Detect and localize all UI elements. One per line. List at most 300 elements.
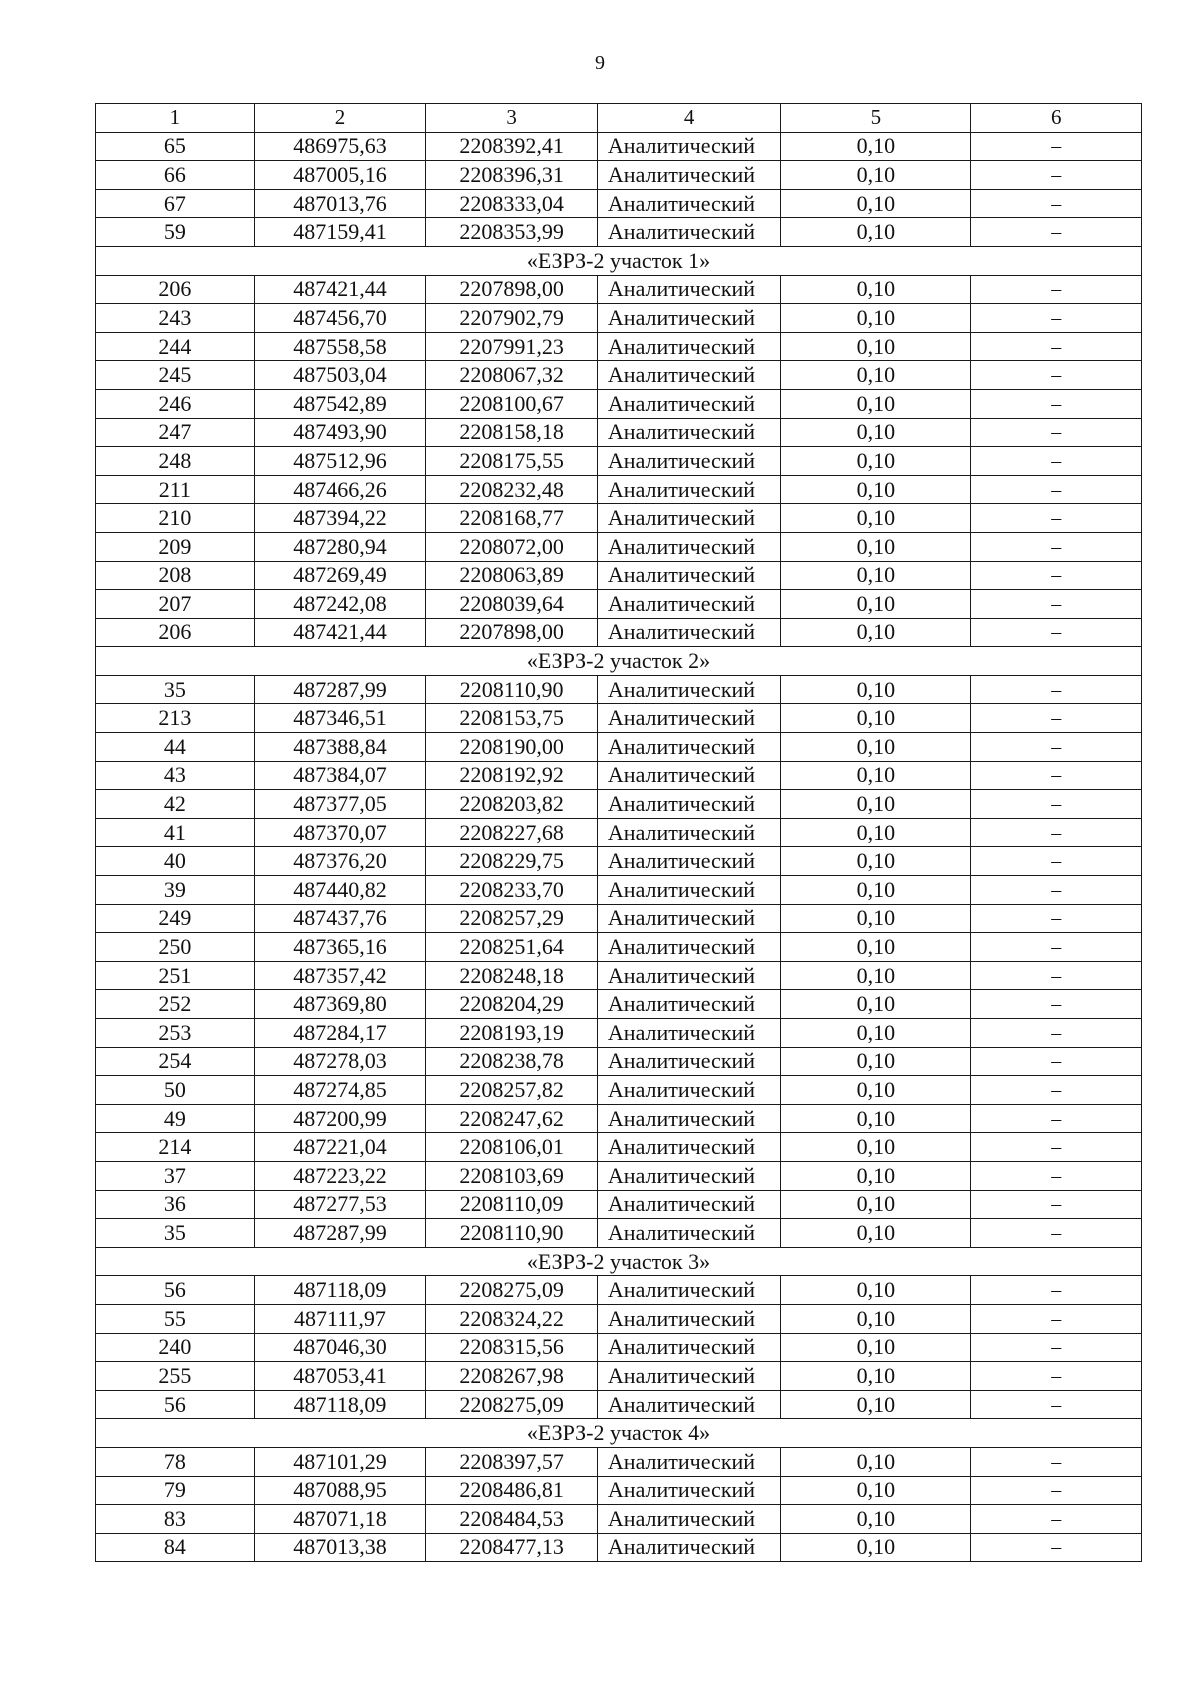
y-coordinate-cell: 2208153,75 bbox=[426, 704, 598, 733]
coordinates-table bbox=[95, 103, 1142, 1562]
point-number-cell: 245 bbox=[96, 361, 255, 390]
x-coordinate-cell: 487053,41 bbox=[254, 1362, 426, 1391]
note-cell: – bbox=[971, 332, 1142, 361]
y-coordinate-cell: 2208039,64 bbox=[426, 590, 598, 619]
method-cell: Аналитический bbox=[597, 504, 781, 533]
accuracy-cell: 0,10 bbox=[781, 1505, 971, 1534]
table-row bbox=[96, 361, 1142, 390]
y-coordinate-cell: 2208106,01 bbox=[426, 1133, 598, 1162]
note-cell: – bbox=[971, 1276, 1142, 1305]
method-cell: Аналитический bbox=[597, 1161, 781, 1190]
y-coordinate-cell: 2208251,64 bbox=[426, 933, 598, 962]
note-cell: – bbox=[971, 1533, 1142, 1562]
method-cell: Аналитический bbox=[597, 1447, 781, 1476]
table-row bbox=[96, 818, 1142, 847]
table-row bbox=[96, 1219, 1142, 1248]
accuracy-cell: 0,10 bbox=[781, 1161, 971, 1190]
point-number-cell: 247 bbox=[96, 418, 255, 447]
note-cell: – bbox=[971, 704, 1142, 733]
point-number-cell: 56 bbox=[96, 1276, 255, 1305]
y-coordinate-cell: 2208353,99 bbox=[426, 218, 598, 247]
x-coordinate-cell: 487493,90 bbox=[254, 418, 426, 447]
note-cell: – bbox=[971, 1390, 1142, 1419]
x-coordinate-cell: 487369,80 bbox=[254, 990, 426, 1019]
note-cell: – bbox=[971, 1104, 1142, 1133]
x-coordinate-cell: 487377,05 bbox=[254, 790, 426, 819]
method-cell: Аналитический bbox=[597, 361, 781, 390]
accuracy-cell: 0,10 bbox=[781, 504, 971, 533]
point-number-cell: 208 bbox=[96, 561, 255, 590]
y-coordinate-cell: 2208267,98 bbox=[426, 1362, 598, 1391]
point-number-cell: 210 bbox=[96, 504, 255, 533]
method-cell: Аналитический bbox=[597, 990, 781, 1019]
note-cell: – bbox=[971, 790, 1142, 819]
y-coordinate-cell: 2208232,48 bbox=[426, 475, 598, 504]
point-number-cell: 83 bbox=[96, 1505, 255, 1534]
note-cell: – bbox=[971, 733, 1142, 762]
x-coordinate-cell: 487503,04 bbox=[254, 361, 426, 390]
note-cell: – bbox=[971, 961, 1142, 990]
method-cell: Аналитический bbox=[597, 618, 781, 647]
point-number-cell: 79 bbox=[96, 1476, 255, 1505]
x-coordinate-cell: 487071,18 bbox=[254, 1505, 426, 1534]
x-coordinate-cell: 487284,17 bbox=[254, 1019, 426, 1048]
method-cell: Аналитический bbox=[597, 1276, 781, 1305]
point-number-cell: 207 bbox=[96, 590, 255, 619]
table-row bbox=[96, 1161, 1142, 1190]
x-coordinate-cell: 487394,22 bbox=[254, 504, 426, 533]
note-cell: – bbox=[971, 1476, 1142, 1505]
y-coordinate-cell: 2207898,00 bbox=[426, 275, 598, 304]
table-row bbox=[96, 418, 1142, 447]
method-cell: Аналитический bbox=[597, 218, 781, 247]
x-coordinate-cell: 487013,38 bbox=[254, 1533, 426, 1562]
y-coordinate-cell: 2208392,41 bbox=[426, 132, 598, 161]
x-coordinate-cell: 487088,95 bbox=[254, 1476, 426, 1505]
x-coordinate-cell: 487118,09 bbox=[254, 1276, 426, 1305]
note-cell: – bbox=[971, 1333, 1142, 1362]
y-coordinate-cell: 2207898,00 bbox=[426, 618, 598, 647]
table-row bbox=[96, 990, 1142, 1019]
y-coordinate-cell: 2208229,75 bbox=[426, 847, 598, 876]
note-cell: – bbox=[971, 1219, 1142, 1248]
point-number-cell: 43 bbox=[96, 761, 255, 790]
note-cell: – bbox=[971, 218, 1142, 247]
x-coordinate-cell: 487200,99 bbox=[254, 1104, 426, 1133]
y-coordinate-cell: 2208257,29 bbox=[426, 904, 598, 933]
table-row bbox=[96, 132, 1142, 161]
point-number-cell: 250 bbox=[96, 933, 255, 962]
method-cell: Аналитический bbox=[597, 1047, 781, 1076]
point-number-cell: 56 bbox=[96, 1390, 255, 1419]
point-number-cell: 40 bbox=[96, 847, 255, 876]
note-cell: – bbox=[971, 1019, 1142, 1048]
accuracy-cell: 0,10 bbox=[781, 418, 971, 447]
point-number-cell: 41 bbox=[96, 818, 255, 847]
y-coordinate-cell: 2207902,79 bbox=[426, 304, 598, 333]
note-cell: – bbox=[971, 818, 1142, 847]
accuracy-cell: 0,10 bbox=[781, 1476, 971, 1505]
note-cell: – bbox=[971, 132, 1142, 161]
table-row bbox=[96, 561, 1142, 590]
point-number-cell: 206 bbox=[96, 275, 255, 304]
table-row bbox=[96, 961, 1142, 990]
note-cell: – bbox=[971, 189, 1142, 218]
table-row bbox=[96, 1076, 1142, 1105]
table-row bbox=[96, 189, 1142, 218]
accuracy-cell: 0,10 bbox=[781, 1447, 971, 1476]
method-cell: Аналитический bbox=[597, 1104, 781, 1133]
table-row bbox=[96, 1447, 1142, 1476]
note-cell: – bbox=[971, 1304, 1142, 1333]
table-row bbox=[96, 1362, 1142, 1391]
accuracy-cell: 0,10 bbox=[781, 1076, 971, 1105]
x-coordinate-cell: 487287,99 bbox=[254, 675, 426, 704]
note-cell: – bbox=[971, 761, 1142, 790]
x-coordinate-cell: 487437,76 bbox=[254, 904, 426, 933]
table-row bbox=[96, 590, 1142, 619]
note-cell: – bbox=[971, 1505, 1142, 1534]
method-cell: Аналитический bbox=[597, 1362, 781, 1391]
point-number-cell: 246 bbox=[96, 389, 255, 418]
method-cell: Аналитический bbox=[597, 1390, 781, 1419]
note-cell: – bbox=[971, 361, 1142, 390]
table-body bbox=[96, 132, 1142, 1562]
method-cell: Аналитический bbox=[597, 1505, 781, 1534]
method-cell: Аналитический bbox=[597, 1019, 781, 1048]
header-cell: 6 bbox=[971, 104, 1142, 133]
table-row bbox=[96, 847, 1142, 876]
accuracy-cell: 0,10 bbox=[781, 590, 971, 619]
note-cell: – bbox=[971, 389, 1142, 418]
point-number-cell: 67 bbox=[96, 189, 255, 218]
accuracy-cell: 0,10 bbox=[781, 618, 971, 647]
y-coordinate-cell: 2208100,67 bbox=[426, 389, 598, 418]
x-coordinate-cell: 487111,97 bbox=[254, 1304, 426, 1333]
accuracy-cell: 0,10 bbox=[781, 275, 971, 304]
y-coordinate-cell: 2208158,18 bbox=[426, 418, 598, 447]
section-title: «ЕЗРЗ-2 участок 4» bbox=[96, 1419, 1142, 1448]
method-cell: Аналитический bbox=[597, 475, 781, 504]
accuracy-cell: 0,10 bbox=[781, 961, 971, 990]
x-coordinate-cell: 487278,03 bbox=[254, 1047, 426, 1076]
accuracy-cell: 0,10 bbox=[781, 1362, 971, 1391]
table-row bbox=[96, 504, 1142, 533]
y-coordinate-cell: 2208227,68 bbox=[426, 818, 598, 847]
method-cell: Аналитический bbox=[597, 304, 781, 333]
y-coordinate-cell: 2208484,53 bbox=[426, 1505, 598, 1534]
point-number-cell: 65 bbox=[96, 132, 255, 161]
table-row bbox=[96, 304, 1142, 333]
accuracy-cell: 0,10 bbox=[781, 447, 971, 476]
accuracy-cell: 0,10 bbox=[781, 189, 971, 218]
y-coordinate-cell: 2208168,77 bbox=[426, 504, 598, 533]
x-coordinate-cell: 487466,26 bbox=[254, 475, 426, 504]
point-number-cell: 39 bbox=[96, 876, 255, 905]
y-coordinate-cell: 2208396,31 bbox=[426, 161, 598, 190]
note-cell: – bbox=[971, 561, 1142, 590]
note-cell: – bbox=[971, 990, 1142, 1019]
y-coordinate-cell: 2208192,92 bbox=[426, 761, 598, 790]
header-cell: 4 bbox=[597, 104, 781, 133]
table-row bbox=[96, 904, 1142, 933]
header-cell: 3 bbox=[426, 104, 598, 133]
method-cell: Аналитический bbox=[597, 1219, 781, 1248]
table-row bbox=[96, 532, 1142, 561]
section-row bbox=[96, 1419, 1142, 1448]
point-number-cell: 44 bbox=[96, 733, 255, 762]
x-coordinate-cell: 487370,07 bbox=[254, 818, 426, 847]
note-cell: – bbox=[971, 618, 1142, 647]
table-row bbox=[96, 332, 1142, 361]
x-coordinate-cell: 487005,16 bbox=[254, 161, 426, 190]
method-cell: Аналитический bbox=[597, 933, 781, 962]
note-cell: – bbox=[971, 475, 1142, 504]
table-row bbox=[96, 790, 1142, 819]
y-coordinate-cell: 2208333,04 bbox=[426, 189, 598, 218]
section-row bbox=[96, 647, 1142, 676]
point-number-cell: 252 bbox=[96, 990, 255, 1019]
table-row bbox=[96, 1133, 1142, 1162]
note-cell: – bbox=[971, 590, 1142, 619]
note-cell: – bbox=[971, 447, 1142, 476]
accuracy-cell: 0,10 bbox=[781, 361, 971, 390]
x-coordinate-cell: 487384,07 bbox=[254, 761, 426, 790]
point-number-cell: 253 bbox=[96, 1019, 255, 1048]
point-number-cell: 249 bbox=[96, 904, 255, 933]
table-row bbox=[96, 1276, 1142, 1305]
accuracy-cell: 0,10 bbox=[781, 1304, 971, 1333]
point-number-cell: 206 bbox=[96, 618, 255, 647]
note-cell: – bbox=[971, 1362, 1142, 1391]
table-row bbox=[96, 447, 1142, 476]
accuracy-cell: 0,10 bbox=[781, 304, 971, 333]
x-coordinate-cell: 487346,51 bbox=[254, 704, 426, 733]
method-cell: Аналитический bbox=[597, 876, 781, 905]
accuracy-cell: 0,10 bbox=[781, 1276, 971, 1305]
y-coordinate-cell: 2208486,81 bbox=[426, 1476, 598, 1505]
method-cell: Аналитический bbox=[597, 961, 781, 990]
accuracy-cell: 0,10 bbox=[781, 933, 971, 962]
note-cell: – bbox=[971, 876, 1142, 905]
method-cell: Аналитический bbox=[597, 790, 781, 819]
accuracy-cell: 0,10 bbox=[781, 389, 971, 418]
page-number: 9 bbox=[595, 52, 605, 74]
table-row bbox=[96, 675, 1142, 704]
accuracy-cell: 0,10 bbox=[781, 761, 971, 790]
point-number-cell: 244 bbox=[96, 332, 255, 361]
y-coordinate-cell: 2208238,78 bbox=[426, 1047, 598, 1076]
x-coordinate-cell: 487456,70 bbox=[254, 304, 426, 333]
header-row bbox=[96, 104, 1142, 133]
accuracy-cell: 0,10 bbox=[781, 475, 971, 504]
method-cell: Аналитический bbox=[597, 1076, 781, 1105]
method-cell: Аналитический bbox=[597, 904, 781, 933]
method-cell: Аналитический bbox=[597, 675, 781, 704]
table-row bbox=[96, 1190, 1142, 1219]
table-row bbox=[96, 218, 1142, 247]
x-coordinate-cell: 487421,44 bbox=[254, 275, 426, 304]
y-coordinate-cell: 2208067,32 bbox=[426, 361, 598, 390]
table-row bbox=[96, 275, 1142, 304]
y-coordinate-cell: 2208063,89 bbox=[426, 561, 598, 590]
point-number-cell: 248 bbox=[96, 447, 255, 476]
method-cell: Аналитический bbox=[597, 561, 781, 590]
table-row bbox=[96, 1333, 1142, 1362]
method-cell: Аналитический bbox=[597, 1304, 781, 1333]
note-cell: – bbox=[971, 504, 1142, 533]
point-number-cell: 209 bbox=[96, 532, 255, 561]
x-coordinate-cell: 487223,22 bbox=[254, 1161, 426, 1190]
method-cell: Аналитический bbox=[597, 389, 781, 418]
section-title: «ЕЗРЗ-2 участок 3» bbox=[96, 1247, 1142, 1276]
point-number-cell: 84 bbox=[96, 1533, 255, 1562]
section-title: «ЕЗРЗ-2 участок 1» bbox=[96, 246, 1142, 275]
x-coordinate-cell: 487269,49 bbox=[254, 561, 426, 590]
point-number-cell: 78 bbox=[96, 1447, 255, 1476]
accuracy-cell: 0,10 bbox=[781, 161, 971, 190]
x-coordinate-cell: 487046,30 bbox=[254, 1333, 426, 1362]
method-cell: Аналитический bbox=[597, 590, 781, 619]
note-cell: – bbox=[971, 1447, 1142, 1476]
accuracy-cell: 0,10 bbox=[781, 1533, 971, 1562]
table-row bbox=[96, 761, 1142, 790]
x-coordinate-cell: 487280,94 bbox=[254, 532, 426, 561]
x-coordinate-cell: 487376,20 bbox=[254, 847, 426, 876]
x-coordinate-cell: 487542,89 bbox=[254, 389, 426, 418]
table-row bbox=[96, 161, 1142, 190]
point-number-cell: 211 bbox=[96, 475, 255, 504]
accuracy-cell: 0,10 bbox=[781, 990, 971, 1019]
accuracy-cell: 0,10 bbox=[781, 218, 971, 247]
method-cell: Аналитический bbox=[597, 818, 781, 847]
y-coordinate-cell: 2208203,82 bbox=[426, 790, 598, 819]
y-coordinate-cell: 2208257,82 bbox=[426, 1076, 598, 1105]
accuracy-cell: 0,10 bbox=[781, 332, 971, 361]
accuracy-cell: 0,10 bbox=[781, 132, 971, 161]
x-coordinate-cell: 487277,53 bbox=[254, 1190, 426, 1219]
point-number-cell: 214 bbox=[96, 1133, 255, 1162]
method-cell: Аналитический bbox=[597, 447, 781, 476]
point-number-cell: 213 bbox=[96, 704, 255, 733]
x-coordinate-cell: 487287,99 bbox=[254, 1219, 426, 1248]
note-cell: – bbox=[971, 933, 1142, 962]
x-coordinate-cell: 487421,44 bbox=[254, 618, 426, 647]
y-coordinate-cell: 2208110,90 bbox=[426, 675, 598, 704]
section-title: «ЕЗРЗ-2 участок 2» bbox=[96, 647, 1142, 676]
y-coordinate-cell: 2208193,19 bbox=[426, 1019, 598, 1048]
method-cell: Аналитический bbox=[597, 189, 781, 218]
table-row bbox=[96, 1047, 1142, 1076]
accuracy-cell: 0,10 bbox=[781, 1019, 971, 1048]
method-cell: Аналитический bbox=[597, 1190, 781, 1219]
y-coordinate-cell: 2208315,56 bbox=[426, 1333, 598, 1362]
method-cell: Аналитический bbox=[597, 733, 781, 762]
table-row bbox=[96, 933, 1142, 962]
note-cell: – bbox=[971, 904, 1142, 933]
note-cell: – bbox=[971, 275, 1142, 304]
accuracy-cell: 0,10 bbox=[781, 1219, 971, 1248]
point-number-cell: 50 bbox=[96, 1076, 255, 1105]
accuracy-cell: 0,10 bbox=[781, 1333, 971, 1362]
x-coordinate-cell: 487440,82 bbox=[254, 876, 426, 905]
point-number-cell: 35 bbox=[96, 1219, 255, 1248]
y-coordinate-cell: 2208204,29 bbox=[426, 990, 598, 1019]
method-cell: Аналитический bbox=[597, 332, 781, 361]
accuracy-cell: 0,10 bbox=[781, 904, 971, 933]
y-coordinate-cell: 2207991,23 bbox=[426, 332, 598, 361]
method-cell: Аналитический bbox=[597, 761, 781, 790]
note-cell: – bbox=[971, 1047, 1142, 1076]
table-row bbox=[96, 1533, 1142, 1562]
accuracy-cell: 0,10 bbox=[781, 733, 971, 762]
table-row bbox=[96, 876, 1142, 905]
table-row bbox=[96, 1104, 1142, 1133]
x-coordinate-cell: 487221,04 bbox=[254, 1133, 426, 1162]
accuracy-cell: 0,10 bbox=[781, 1104, 971, 1133]
table-row bbox=[96, 1304, 1142, 1333]
y-coordinate-cell: 2208275,09 bbox=[426, 1276, 598, 1305]
x-coordinate-cell: 487365,16 bbox=[254, 933, 426, 962]
header-cell: 5 bbox=[781, 104, 971, 133]
y-coordinate-cell: 2208110,90 bbox=[426, 1219, 598, 1248]
x-coordinate-cell: 487242,08 bbox=[254, 590, 426, 619]
accuracy-cell: 0,10 bbox=[781, 818, 971, 847]
note-cell: – bbox=[971, 161, 1142, 190]
method-cell: Аналитический bbox=[597, 418, 781, 447]
note-cell: – bbox=[971, 1076, 1142, 1105]
accuracy-cell: 0,10 bbox=[781, 675, 971, 704]
table-row bbox=[96, 1476, 1142, 1505]
method-cell: Аналитический bbox=[597, 532, 781, 561]
table-row bbox=[96, 618, 1142, 647]
point-number-cell: 35 bbox=[96, 675, 255, 704]
y-coordinate-cell: 2208072,00 bbox=[426, 532, 598, 561]
point-number-cell: 42 bbox=[96, 790, 255, 819]
x-coordinate-cell: 486975,63 bbox=[254, 132, 426, 161]
table-row bbox=[96, 1019, 1142, 1048]
accuracy-cell: 0,10 bbox=[781, 704, 971, 733]
method-cell: Аналитический bbox=[597, 1133, 781, 1162]
y-coordinate-cell: 2208233,70 bbox=[426, 876, 598, 905]
accuracy-cell: 0,10 bbox=[781, 876, 971, 905]
accuracy-cell: 0,10 bbox=[781, 1133, 971, 1162]
method-cell: Аналитический bbox=[597, 704, 781, 733]
y-coordinate-cell: 2208175,55 bbox=[426, 447, 598, 476]
accuracy-cell: 0,10 bbox=[781, 1047, 971, 1076]
accuracy-cell: 0,10 bbox=[781, 561, 971, 590]
point-number-cell: 55 bbox=[96, 1304, 255, 1333]
method-cell: Аналитический bbox=[597, 1333, 781, 1362]
table-row bbox=[96, 1390, 1142, 1419]
accuracy-cell: 0,10 bbox=[781, 847, 971, 876]
note-cell: – bbox=[971, 847, 1142, 876]
point-number-cell: 49 bbox=[96, 1104, 255, 1133]
x-coordinate-cell: 487388,84 bbox=[254, 733, 426, 762]
method-cell: Аналитический bbox=[597, 1533, 781, 1562]
accuracy-cell: 0,10 bbox=[781, 532, 971, 561]
x-coordinate-cell: 487118,09 bbox=[254, 1390, 426, 1419]
y-coordinate-cell: 2208248,18 bbox=[426, 961, 598, 990]
y-coordinate-cell: 2208103,69 bbox=[426, 1161, 598, 1190]
y-coordinate-cell: 2208190,00 bbox=[426, 733, 598, 762]
section-row bbox=[96, 1247, 1142, 1276]
header-cell: 1 bbox=[96, 104, 255, 133]
method-cell: Аналитический bbox=[597, 275, 781, 304]
table-row bbox=[96, 389, 1142, 418]
table-row bbox=[96, 733, 1142, 762]
header-cell: 2 bbox=[254, 104, 426, 133]
